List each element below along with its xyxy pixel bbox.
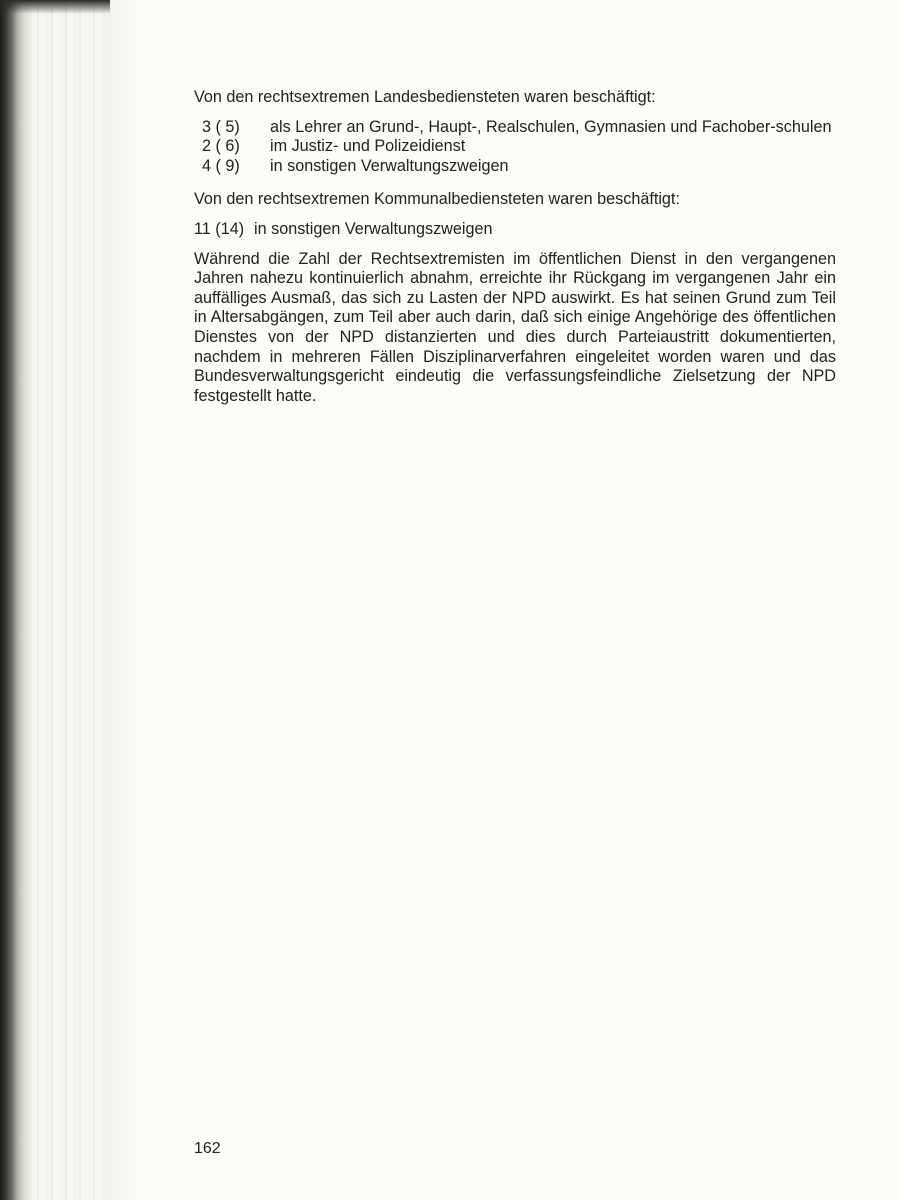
- list-item: [194, 220, 836, 240]
- list-item: [202, 157, 836, 177]
- list-item-number: 2 ( 6): [202, 137, 240, 156]
- top-edge-shadow: [0, 0, 110, 14]
- section2-list: [194, 220, 836, 240]
- page-edge-shadow: [102, 0, 142, 1200]
- list-item-text: in sonstigen Verwaltungszweigen: [254, 219, 493, 238]
- list-item-number: 4 ( 9): [202, 156, 240, 175]
- book-binding: [0, 0, 32, 1200]
- list-item-text: in sonstigen Verwaltungszweigen: [270, 156, 509, 175]
- list-item-number: 11 (14): [194, 219, 245, 238]
- list-item-number: 3 ( 5): [202, 117, 240, 136]
- section2-intro: Von den rechtsextremen Kommunalbediensteten waren beschäftigt:: [194, 190, 680, 209]
- list-item: [202, 118, 836, 138]
- list-item: [202, 137, 836, 157]
- body-paragraph: Während die Zahl der Rechtsextremisten im öffentlichen Dienst in den vergangenen Jahren nahezu kontinuierlich abnahm, erreichte ihr Rückgang im vergangenen Jahr ein auffälliges Ausmaß, das sich zu Lasten der NPD auswirkt. Es hat seinen Grund zum Teil in Altersabgängen, zum Teil aber auch darin, daß sich einige Angehörige des öffentlichen Dienstes von der NPD distanzierten und dies durch Parteiaustritt dokumentierten, nachdem in mehreren Fällen Disziplinarverfahren eingeleitet worden waren und das Bundesverwaltungsgericht eindeutig die verfassungsfeindliche Zielsetzung der NPD festgestellt hatte.: [194, 249, 836, 405]
- page-edges: [32, 0, 102, 1200]
- list-item-text: im Justiz- und Polizeidienst: [270, 137, 466, 156]
- page-number: 162: [194, 1140, 221, 1157]
- section1-list: [202, 118, 836, 177]
- section1-intro: Von den rechtsextremen Landesbediensteten waren beschäftigt:: [194, 88, 656, 106]
- list-item-text: als Lehrer an Grund-, Haupt-, Realschulen, Gymnasien und Fachober-schulen: [270, 117, 832, 136]
- document-body: [194, 88, 836, 406]
